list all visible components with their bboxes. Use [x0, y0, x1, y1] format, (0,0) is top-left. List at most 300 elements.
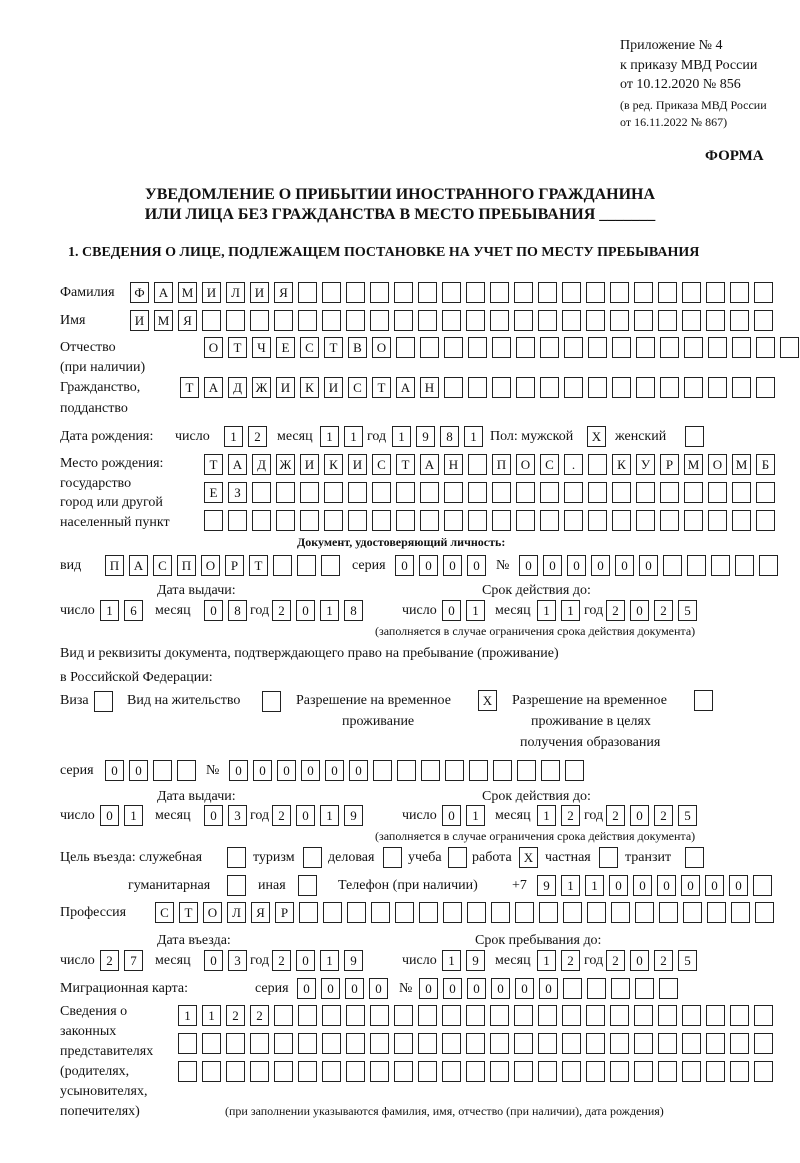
char-box[interactable]	[419, 902, 438, 923]
char-box[interactable]	[491, 902, 510, 923]
char-box[interactable]: .	[564, 454, 583, 475]
id-issue-month-field[interactable]	[204, 600, 247, 621]
char-box[interactable]	[685, 847, 704, 868]
char-box[interactable]	[492, 482, 511, 503]
char-box[interactable]	[586, 1061, 605, 1082]
char-box[interactable]	[300, 482, 319, 503]
birthplace-field[interactable]	[204, 454, 775, 475]
representatives-field[interactable]	[178, 1061, 773, 1082]
entry-year-field[interactable]	[272, 950, 363, 971]
char-box[interactable]: Т	[372, 377, 391, 398]
char-box[interactable]	[395, 902, 414, 923]
char-box[interactable]	[492, 337, 511, 358]
char-box[interactable]: 2	[606, 600, 625, 621]
char-box[interactable]	[346, 1005, 365, 1026]
char-box[interactable]: 0	[442, 600, 461, 621]
char-box[interactable]: Т	[396, 454, 415, 475]
char-box[interactable]	[514, 282, 533, 303]
char-box[interactable]: 0	[204, 805, 223, 826]
char-box[interactable]: 9	[537, 875, 556, 896]
char-box[interactable]	[303, 847, 322, 868]
char-box[interactable]: 2	[248, 426, 267, 447]
char-box[interactable]	[611, 902, 630, 923]
char-box[interactable]	[635, 978, 654, 999]
char-box[interactable]	[515, 902, 534, 923]
char-box[interactable]: 0	[630, 600, 649, 621]
char-box[interactable]: 1	[344, 426, 363, 447]
char-box[interactable]	[735, 555, 754, 576]
char-box[interactable]	[562, 282, 581, 303]
char-box[interactable]: 0	[297, 978, 316, 999]
char-box[interactable]	[731, 902, 750, 923]
char-box[interactable]: М	[732, 454, 751, 475]
char-box[interactable]	[383, 847, 402, 868]
char-box[interactable]: Л	[227, 902, 246, 923]
char-box[interactable]	[634, 1061, 653, 1082]
patronymic-field[interactable]	[204, 337, 799, 358]
char-box[interactable]: 1	[466, 600, 485, 621]
char-box[interactable]	[660, 377, 679, 398]
char-box[interactable]	[694, 690, 713, 711]
char-box[interactable]	[492, 377, 511, 398]
char-box[interactable]	[754, 1005, 773, 1026]
name-field[interactable]	[130, 310, 773, 331]
char-box[interactable]	[538, 1061, 557, 1082]
char-box[interactable]	[466, 310, 485, 331]
char-box[interactable]	[346, 282, 365, 303]
char-box[interactable]: 1	[537, 600, 556, 621]
char-box[interactable]	[663, 555, 682, 576]
char-box[interactable]	[732, 377, 751, 398]
char-box[interactable]	[588, 454, 607, 475]
birthplace-field[interactable]	[204, 510, 775, 531]
char-box[interactable]	[756, 510, 775, 531]
char-box[interactable]	[347, 902, 366, 923]
stay-series-field[interactable]	[105, 760, 196, 781]
char-box[interactable]	[492, 510, 511, 531]
id-issue-year-field[interactable]	[272, 600, 363, 621]
char-box[interactable]	[298, 875, 317, 896]
char-box[interactable]	[682, 310, 701, 331]
char-box[interactable]: С	[155, 902, 174, 923]
stay-issue-year-field[interactable]	[272, 805, 363, 826]
char-box[interactable]	[466, 1033, 485, 1054]
char-box[interactable]	[706, 282, 725, 303]
char-box[interactable]	[250, 1033, 269, 1054]
char-box[interactable]: 0	[369, 978, 388, 999]
char-box[interactable]: 1	[320, 805, 339, 826]
char-box[interactable]	[274, 1061, 293, 1082]
char-box[interactable]	[730, 1005, 749, 1026]
char-box[interactable]: 5	[678, 600, 697, 621]
char-box[interactable]	[706, 1005, 725, 1026]
char-box[interactable]	[442, 1061, 461, 1082]
char-box[interactable]: О	[201, 555, 220, 576]
char-box[interactable]	[563, 978, 582, 999]
char-box[interactable]: М	[684, 454, 703, 475]
char-box[interactable]: И	[300, 454, 319, 475]
char-box[interactable]	[469, 760, 488, 781]
char-box[interactable]: Р	[660, 454, 679, 475]
char-box[interactable]	[490, 1033, 509, 1054]
char-box[interactable]	[394, 282, 413, 303]
entry-month-field[interactable]	[204, 950, 247, 971]
char-box[interactable]: 0	[639, 555, 658, 576]
char-box[interactable]	[322, 310, 341, 331]
char-box[interactable]: Ф	[130, 282, 149, 303]
char-box[interactable]	[444, 510, 463, 531]
char-box[interactable]	[448, 847, 467, 868]
char-box[interactable]	[636, 482, 655, 503]
char-box[interactable]: К	[612, 454, 631, 475]
char-box[interactable]	[684, 510, 703, 531]
char-box[interactable]	[658, 310, 677, 331]
char-box[interactable]: К	[324, 454, 343, 475]
char-box[interactable]	[445, 760, 464, 781]
char-box[interactable]: 1	[124, 805, 143, 826]
char-box[interactable]: 9	[344, 805, 363, 826]
dob-day-field[interactable]	[224, 426, 267, 447]
char-box[interactable]	[684, 377, 703, 398]
char-box[interactable]: 1	[320, 600, 339, 621]
char-box[interactable]	[493, 760, 512, 781]
char-box[interactable]	[442, 1005, 461, 1026]
char-box[interactable]: 0	[491, 978, 510, 999]
purpose-other-checkbox[interactable]	[298, 875, 317, 896]
char-box[interactable]	[466, 282, 485, 303]
char-box[interactable]	[708, 337, 727, 358]
char-box[interactable]: А	[204, 377, 223, 398]
char-box[interactable]	[564, 482, 583, 503]
char-box[interactable]	[370, 1033, 389, 1054]
char-box[interactable]	[540, 482, 559, 503]
char-box[interactable]	[538, 310, 557, 331]
char-box[interactable]	[599, 847, 618, 868]
char-box[interactable]	[687, 555, 706, 576]
char-box[interactable]	[468, 510, 487, 531]
char-box[interactable]: 0	[633, 875, 652, 896]
char-box[interactable]	[756, 377, 775, 398]
char-box[interactable]: М	[154, 310, 173, 331]
char-box[interactable]	[517, 760, 536, 781]
representatives-field[interactable]	[178, 1005, 773, 1026]
char-box[interactable]	[298, 1033, 317, 1054]
char-box[interactable]	[322, 282, 341, 303]
char-box[interactable]	[420, 337, 439, 358]
char-box[interactable]	[442, 310, 461, 331]
char-box[interactable]: 0	[519, 555, 538, 576]
char-box[interactable]	[322, 1061, 341, 1082]
residence-checkbox[interactable]	[262, 691, 281, 712]
char-box[interactable]	[394, 1005, 413, 1026]
char-box[interactable]: 0	[657, 875, 676, 896]
char-box[interactable]	[276, 510, 295, 531]
char-box[interactable]: 0	[591, 555, 610, 576]
char-box[interactable]: Р	[275, 902, 294, 923]
char-box[interactable]	[394, 1033, 413, 1054]
char-box[interactable]: С	[540, 454, 559, 475]
char-box[interactable]	[514, 1061, 533, 1082]
id-issue-day-field[interactable]	[100, 600, 143, 621]
char-box[interactable]	[587, 902, 606, 923]
char-box[interactable]	[588, 377, 607, 398]
char-box[interactable]	[468, 377, 487, 398]
char-box[interactable]	[586, 282, 605, 303]
char-box[interactable]: У	[636, 454, 655, 475]
stay-issue-month-field[interactable]	[204, 805, 247, 826]
char-box[interactable]	[756, 337, 775, 358]
char-box[interactable]	[178, 1033, 197, 1054]
char-box[interactable]: 0	[296, 805, 315, 826]
char-box[interactable]	[685, 426, 704, 447]
char-box[interactable]: Д	[228, 377, 247, 398]
char-box[interactable]: 9	[466, 950, 485, 971]
char-box[interactable]	[539, 902, 558, 923]
char-box[interactable]	[540, 377, 559, 398]
char-box[interactable]	[754, 310, 773, 331]
char-box[interactable]	[396, 482, 415, 503]
char-box[interactable]	[418, 1061, 437, 1082]
stay-until-month-field[interactable]	[537, 950, 580, 971]
char-box[interactable]: О	[204, 337, 223, 358]
char-box[interactable]	[153, 760, 172, 781]
char-box[interactable]	[564, 510, 583, 531]
char-box[interactable]: 0	[129, 760, 148, 781]
char-box[interactable]: 0	[296, 950, 315, 971]
char-box[interactable]	[514, 1005, 533, 1026]
char-box[interactable]: 8	[228, 600, 247, 621]
char-box[interactable]	[708, 377, 727, 398]
char-box[interactable]	[516, 482, 535, 503]
char-box[interactable]	[541, 760, 560, 781]
char-box[interactable]: 0	[100, 805, 119, 826]
char-box[interactable]: 0	[543, 555, 562, 576]
char-box[interactable]: Т	[324, 337, 343, 358]
char-box[interactable]: А	[396, 377, 415, 398]
char-box[interactable]: 0	[515, 978, 534, 999]
char-box[interactable]	[706, 310, 725, 331]
stay-valid-month-field[interactable]	[537, 805, 580, 826]
char-box[interactable]	[490, 1005, 509, 1026]
char-box[interactable]: 0	[467, 555, 486, 576]
char-box[interactable]: 1	[392, 426, 411, 447]
char-box[interactable]: 1	[320, 950, 339, 971]
char-box[interactable]: И	[348, 454, 367, 475]
char-box[interactable]: 0	[630, 805, 649, 826]
char-box[interactable]: 1	[442, 950, 461, 971]
char-box[interactable]	[732, 510, 751, 531]
char-box[interactable]: 0	[204, 950, 223, 971]
char-box[interactable]	[730, 1061, 749, 1082]
char-box[interactable]: 0	[204, 600, 223, 621]
char-box[interactable]: Л	[226, 282, 245, 303]
char-box[interactable]: П	[177, 555, 196, 576]
char-box[interactable]: 0	[442, 805, 461, 826]
char-box[interactable]	[370, 310, 389, 331]
purpose-work-checkbox[interactable]	[519, 847, 538, 868]
char-box[interactable]: 0	[229, 760, 248, 781]
char-box[interactable]	[373, 760, 392, 781]
char-box[interactable]	[682, 1033, 701, 1054]
char-box[interactable]	[397, 760, 416, 781]
char-box[interactable]	[636, 337, 655, 358]
char-box[interactable]: О	[708, 454, 727, 475]
char-box[interactable]: Ж	[276, 454, 295, 475]
char-box[interactable]: 0	[321, 978, 340, 999]
mc-number-field[interactable]	[419, 978, 678, 999]
char-box[interactable]	[540, 510, 559, 531]
trp-checkbox[interactable]	[478, 690, 497, 711]
char-box[interactable]	[371, 902, 390, 923]
char-box[interactable]	[588, 510, 607, 531]
representatives-field[interactable]	[178, 1033, 773, 1054]
char-box[interactable]: 1	[224, 426, 243, 447]
char-box[interactable]	[514, 310, 533, 331]
char-box[interactable]: Я	[178, 310, 197, 331]
char-box[interactable]	[348, 482, 367, 503]
char-box[interactable]	[682, 1005, 701, 1026]
char-box[interactable]	[442, 1033, 461, 1054]
char-box[interactable]	[516, 510, 535, 531]
char-box[interactable]: Ч	[252, 337, 271, 358]
char-box[interactable]	[202, 1061, 221, 1082]
char-box[interactable]	[708, 482, 727, 503]
char-box[interactable]	[587, 978, 606, 999]
char-box[interactable]	[396, 337, 415, 358]
char-box[interactable]: Я	[274, 282, 293, 303]
char-box[interactable]	[756, 482, 775, 503]
char-box[interactable]	[753, 875, 772, 896]
char-box[interactable]	[226, 310, 245, 331]
char-box[interactable]	[562, 1005, 581, 1026]
char-box[interactable]	[682, 1061, 701, 1082]
char-box[interactable]: X	[478, 690, 497, 711]
char-box[interactable]: 0	[681, 875, 700, 896]
char-box[interactable]	[204, 510, 223, 531]
char-box[interactable]: А	[420, 454, 439, 475]
char-box[interactable]	[514, 1033, 533, 1054]
visa-checkbox[interactable]	[94, 691, 113, 712]
char-box[interactable]: 1	[585, 875, 604, 896]
char-box[interactable]: 1	[202, 1005, 221, 1026]
char-box[interactable]	[322, 1005, 341, 1026]
char-box[interactable]: 2	[561, 950, 580, 971]
char-box[interactable]	[659, 978, 678, 999]
char-box[interactable]: 8	[440, 426, 459, 447]
char-box[interactable]	[754, 282, 773, 303]
char-box[interactable]	[372, 510, 391, 531]
char-box[interactable]: 2	[561, 805, 580, 826]
char-box[interactable]	[563, 902, 582, 923]
char-box[interactable]: Т	[249, 555, 268, 576]
char-box[interactable]	[346, 310, 365, 331]
char-box[interactable]	[610, 1061, 629, 1082]
char-box[interactable]	[612, 482, 631, 503]
char-box[interactable]: О	[203, 902, 222, 923]
char-box[interactable]	[564, 377, 583, 398]
char-box[interactable]: Н	[444, 454, 463, 475]
char-box[interactable]	[780, 337, 799, 358]
dob-month-field[interactable]	[320, 426, 363, 447]
char-box[interactable]: Н	[420, 377, 439, 398]
char-box[interactable]	[262, 691, 281, 712]
char-box[interactable]: Б	[756, 454, 775, 475]
trp-edu-checkbox[interactable]	[694, 690, 713, 711]
char-box[interactable]	[706, 1061, 725, 1082]
char-box[interactable]: 1	[537, 805, 556, 826]
char-box[interactable]: С	[372, 454, 391, 475]
char-box[interactable]	[538, 282, 557, 303]
female-checkbox[interactable]	[685, 426, 704, 447]
profession-field[interactable]	[155, 902, 774, 923]
char-box[interactable]	[730, 282, 749, 303]
char-box[interactable]	[634, 310, 653, 331]
char-box[interactable]	[754, 1033, 773, 1054]
char-box[interactable]	[348, 510, 367, 531]
char-box[interactable]	[252, 510, 271, 531]
char-box[interactable]	[636, 510, 655, 531]
char-box[interactable]	[562, 1061, 581, 1082]
char-box[interactable]: 0	[277, 760, 296, 781]
purpose-official-checkbox[interactable]	[227, 847, 246, 868]
char-box[interactable]	[421, 760, 440, 781]
char-box[interactable]	[634, 1033, 653, 1054]
char-box[interactable]	[250, 1061, 269, 1082]
char-box[interactable]: 0	[467, 978, 486, 999]
char-box[interactable]: 2	[226, 1005, 245, 1026]
char-box[interactable]: Т	[228, 337, 247, 358]
char-box[interactable]: К	[300, 377, 319, 398]
char-box[interactable]: 2	[272, 805, 291, 826]
char-box[interactable]	[610, 1033, 629, 1054]
char-box[interactable]: 0	[615, 555, 634, 576]
char-box[interactable]	[202, 310, 221, 331]
char-box[interactable]	[612, 337, 631, 358]
char-box[interactable]: 0	[443, 978, 462, 999]
char-box[interactable]	[324, 482, 343, 503]
char-box[interactable]	[274, 1005, 293, 1026]
male-checkbox[interactable]	[587, 426, 606, 447]
char-box[interactable]	[468, 337, 487, 358]
char-box[interactable]	[658, 1033, 677, 1054]
phone-field[interactable]	[537, 875, 772, 896]
char-box[interactable]: И	[202, 282, 221, 303]
char-box[interactable]: 3	[228, 950, 247, 971]
char-box[interactable]: О	[516, 454, 535, 475]
char-box[interactable]: А	[129, 555, 148, 576]
char-box[interactable]: X	[587, 426, 606, 447]
char-box[interactable]	[202, 1033, 221, 1054]
char-box[interactable]	[610, 310, 629, 331]
char-box[interactable]	[466, 1005, 485, 1026]
purpose-humanitarian-checkbox[interactable]	[227, 875, 246, 896]
char-box[interactable]	[466, 1061, 485, 1082]
purpose-private-checkbox[interactable]	[599, 847, 618, 868]
char-box[interactable]	[490, 282, 509, 303]
purpose-business-checkbox[interactable]	[383, 847, 402, 868]
char-box[interactable]	[396, 510, 415, 531]
char-box[interactable]: 0	[443, 555, 462, 576]
char-box[interactable]	[418, 1033, 437, 1054]
char-box[interactable]	[226, 1033, 245, 1054]
char-box[interactable]: И	[324, 377, 343, 398]
char-box[interactable]	[658, 1005, 677, 1026]
char-box[interactable]	[299, 902, 318, 923]
char-box[interactable]: 0	[609, 875, 628, 896]
stay-until-year-field[interactable]	[606, 950, 697, 971]
char-box[interactable]: И	[130, 310, 149, 331]
char-box[interactable]	[346, 1033, 365, 1054]
